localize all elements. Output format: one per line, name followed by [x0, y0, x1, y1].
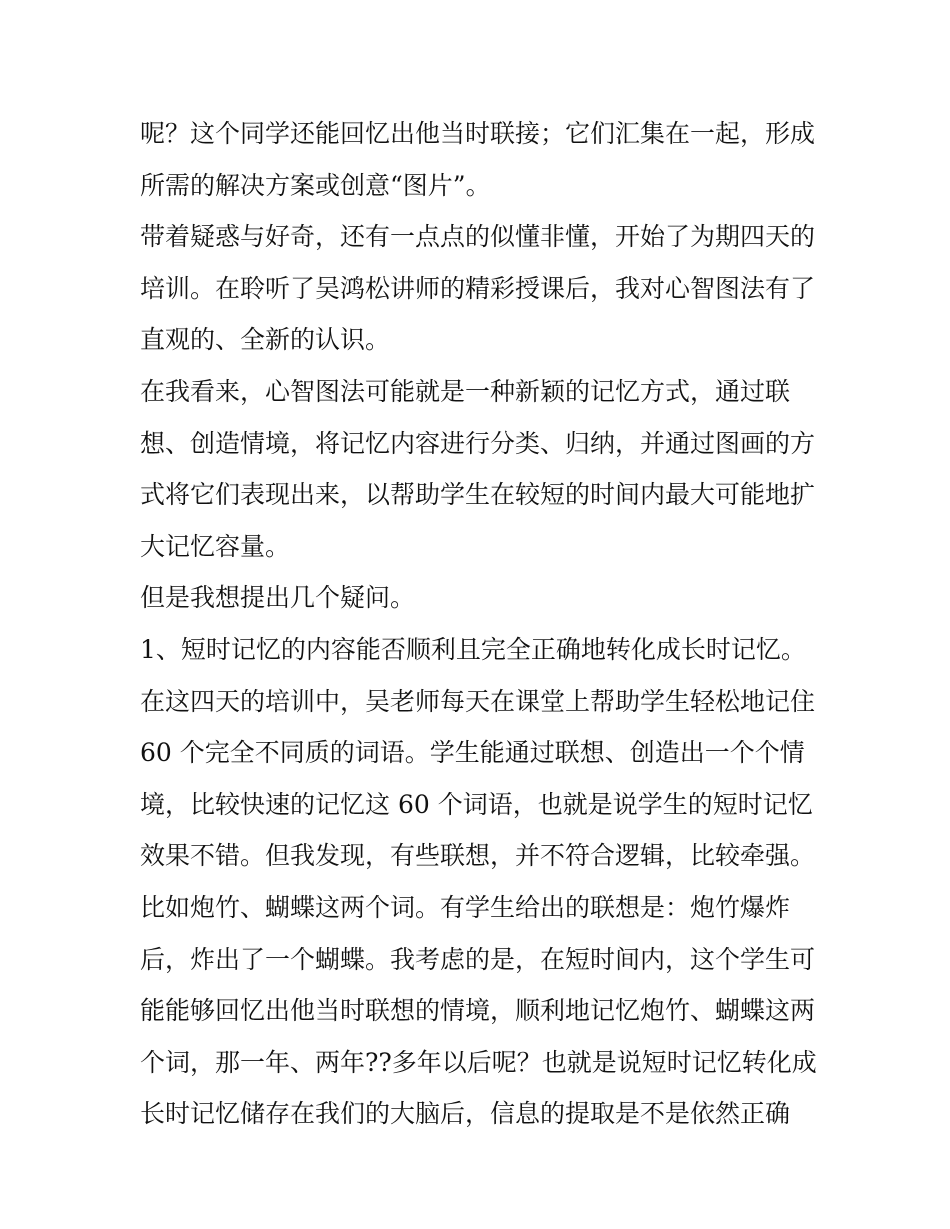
text-line: 带着疑惑与好奇，还有一点点的似懂非懂，开始了为期四天的	[140, 222, 816, 252]
text-line: 式将它们表现出来，以帮助学生在较短的时间内最大可能地扩	[140, 480, 816, 510]
text-line: 长时记忆储存在我们的大脑后，信息的提取是不是依然正确	[140, 1099, 791, 1129]
text-line: 个词，那一年、两年??多年以后呢？也就是说短时记忆转化成	[140, 1047, 817, 1077]
text-line: 在这四天的培训中，吴老师每天在课堂上帮助学生轻松地记住	[140, 686, 816, 716]
text-line: 境，比较快速的记忆这 60 个词语，也就是说学生的短时记忆	[140, 789, 813, 819]
text-line: 后，炸出了一个蝴蝶。我考虑的是，在短时间内，这个学生可	[140, 944, 816, 974]
text-line: 但是我想提出几个疑问。	[140, 583, 416, 613]
text-line: 大记忆容量。	[140, 531, 291, 561]
document-body	[140, 108, 820, 1140]
text-line: 所需的解决方案或创意“图片”。	[140, 170, 491, 200]
text-line: 60 个完全不同质的词语。学生能通过联想、创造出一个个情	[140, 738, 805, 768]
text-line: 比如炮竹、蝴蝶这两个词。有学生给出的联想是：炮竹爆炸	[140, 892, 791, 922]
text-line: 效果不错。但我发现，有些联想，并不符合逻辑，比较牵强。	[140, 841, 816, 871]
text-line: 呢？这个同学还能回忆出他当时联接；它们汇集在一起，形成	[140, 119, 816, 148]
text-line: 想、创造情境，将记忆内容进行分类、归纳，并通过图画的方	[140, 428, 816, 458]
text-line: 能能够回忆出他当时联想的情境，顺利地记忆炮竹、蝴蝶这两	[140, 996, 816, 1026]
text-line: 在我看来，心智图法可能就是一种新颖的记忆方式，通过联	[140, 376, 791, 406]
text-line: 1、短时记忆的内容能否顺利且完全正确地转化成长时记忆。	[140, 634, 806, 664]
text-line: 培训。在聆听了吴鸿松讲师的精彩授课后，我对心智图法有了	[140, 273, 816, 303]
text-line: 直观的、全新的认识。	[140, 325, 391, 355]
